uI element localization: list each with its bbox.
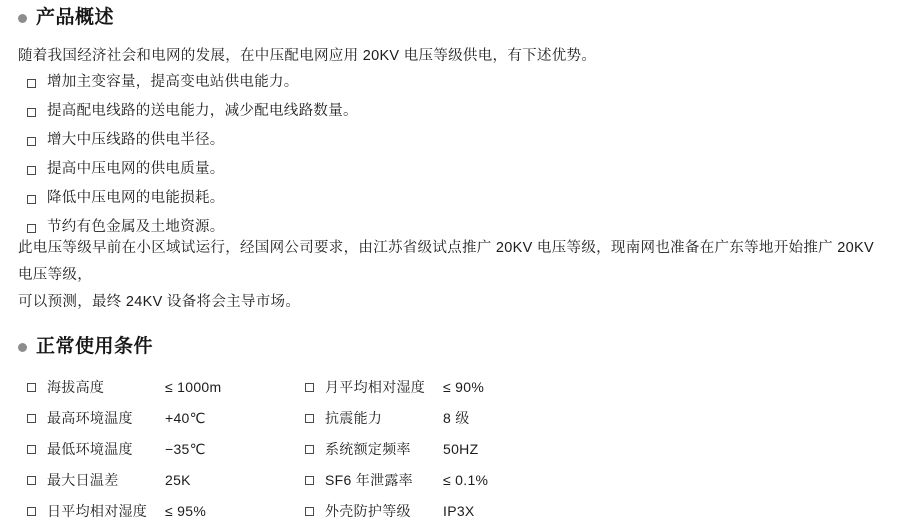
- list-item: [27, 68, 358, 97]
- spec-label: 抗震能力: [325, 410, 383, 426]
- bullet-dot-icon: [18, 14, 27, 23]
- square-bullet-icon: [27, 79, 36, 88]
- table-row: [27, 434, 543, 465]
- square-bullet-icon: [27, 445, 36, 454]
- spec-value: 50HZ: [443, 441, 479, 457]
- square-bullet-cell: [305, 403, 325, 434]
- column-gap: [265, 434, 305, 465]
- column-gap: [265, 496, 305, 527]
- square-bullet-icon: [305, 414, 314, 423]
- square-bullet-icon: [305, 445, 314, 454]
- overview-closing-paragraph: [18, 235, 886, 316]
- table-row: [27, 465, 543, 496]
- spec-value: ≤ 0.1%: [443, 472, 489, 488]
- list-item: [27, 184, 358, 213]
- list-item-label: 提高配电线路的送电能力，减少配电线路数量。: [47, 103, 358, 119]
- table-row: [27, 372, 543, 403]
- overview-intro-paragraph: 随着我国经济社会和电网的发展，在中压配电网应用 20KV 电压等级供电，有下述优势。: [18, 48, 597, 64]
- square-bullet-cell: [27, 496, 47, 527]
- list-item-label: 节约有色金属及土地资源。: [47, 219, 225, 235]
- square-bullet-icon: [27, 414, 36, 423]
- spec-label: 最高环境温度: [47, 410, 133, 426]
- section-heading-overview: [18, 7, 114, 30]
- square-bullet-cell: [27, 465, 47, 496]
- spec-label: 最低环境温度: [47, 441, 133, 457]
- square-bullet-icon: [305, 476, 314, 485]
- square-bullet-icon: [27, 166, 36, 175]
- spec-value: +40℃: [165, 410, 206, 426]
- square-bullet-cell: [27, 372, 47, 403]
- list-item: [27, 155, 358, 184]
- square-bullet-cell: [27, 434, 47, 465]
- table-row: [27, 496, 543, 527]
- list-item-label: 增大中压线路的供电半径。: [47, 132, 225, 148]
- square-bullet-icon: [27, 224, 36, 233]
- column-gap: [265, 403, 305, 434]
- spec-label: 海拔高度: [47, 379, 105, 395]
- square-bullet-cell: [305, 496, 325, 527]
- spec-value: ≤ 90%: [443, 379, 485, 395]
- overview-heading-text: 产品概述: [36, 7, 115, 28]
- list-item: [27, 126, 358, 155]
- list-item-label: 降低中压电网的电能损耗。: [47, 190, 225, 206]
- square-bullet-icon: [27, 476, 36, 485]
- spec-label: 最大日温差: [47, 472, 119, 488]
- list-item-label: 增加主变容量，提高变电站供电能力。: [47, 74, 299, 90]
- square-bullet-icon: [305, 383, 314, 392]
- spec-label: SF6 年泄露率: [325, 472, 413, 488]
- square-bullet-cell: [27, 403, 47, 434]
- square-bullet-icon: [27, 195, 36, 204]
- square-bullet-cell: [305, 434, 325, 465]
- square-bullet-icon: [27, 507, 36, 516]
- bullet-dot-icon: [18, 343, 27, 352]
- spec-value: −35℃: [165, 441, 206, 457]
- spec-label: 系统额定频率: [325, 441, 411, 457]
- spec-label: 日平均相对湿度: [47, 503, 148, 519]
- spec-label: 月平均相对湿度: [325, 379, 426, 395]
- column-gap: [265, 465, 305, 496]
- spec-value: IP3X: [443, 503, 475, 519]
- spec-label: 外壳防护等级: [325, 503, 411, 519]
- square-bullet-icon: [27, 383, 36, 392]
- square-bullet-cell: [305, 372, 325, 403]
- list-item: [27, 97, 358, 126]
- spec-value: ≤ 95%: [165, 503, 207, 519]
- table-row: [27, 403, 543, 434]
- overview-advantages-list: [27, 68, 358, 242]
- spec-value: 8 级: [443, 410, 470, 426]
- square-bullet-cell: [305, 465, 325, 496]
- section-heading-conditions: [18, 336, 153, 359]
- closing-line-2: 可以预测，最终 24KV 设备将会主导市场。: [18, 294, 301, 310]
- closing-line-1: 此电压等级早前在小区域试运行，经国网公司要求，由江苏省级试点推广 20KV 电压等级，现南网也准备在广东等地开始推广 20KV 电压等级，: [18, 240, 874, 283]
- conditions-heading-text: 正常使用条件: [36, 336, 154, 357]
- normal-operating-conditions-table: [27, 372, 543, 527]
- square-bullet-icon: [27, 108, 36, 117]
- square-bullet-icon: [305, 507, 314, 516]
- spec-value: ≤ 1000m: [165, 379, 222, 395]
- column-gap: [265, 372, 305, 403]
- square-bullet-icon: [27, 137, 36, 146]
- list-item-label: 提高中压电网的供电质量。: [47, 161, 225, 177]
- spec-value: 25K: [165, 472, 191, 488]
